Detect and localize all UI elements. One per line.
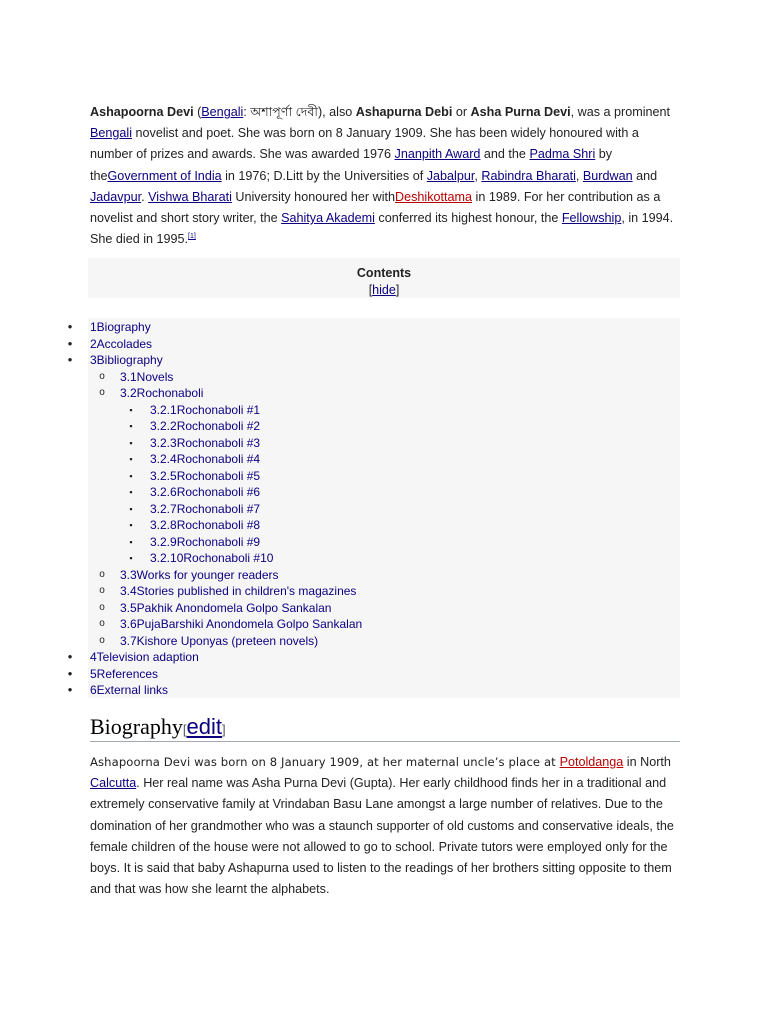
text: ), also (317, 105, 356, 119)
subject-name: Ashapoorna Devi (90, 105, 194, 119)
link-jabalpur[interactable]: Jabalpur (426, 168, 475, 183)
text: and (632, 168, 658, 183)
toc-toggle (88, 281, 680, 299)
toc-bullet-icon (126, 451, 136, 469)
bracket: ] (395, 283, 400, 297)
link-jnanpith-award[interactable]: Jnanpith Award (394, 147, 481, 162)
link-padma-shri[interactable]: Padma Shri (529, 147, 596, 162)
toc-bullet-icon (126, 468, 136, 486)
text: . Her real name was Asha Purna Devi (Gupta). Her early childhood finds her in a traditional and extremely conservative family at Vrindaban Basu Lane amongst a large number of relatives. Due to the domination of her grandmother who was a staunch supporter of old customs and conservative ideals, the female children of the house were not allowed to go to school. Private tutors were employed only for the boys. It is said that baby Ashapurna used to listen to the readings of her brothers sitting opposite to them and that was how she learnt the alphabets. (90, 776, 674, 897)
bracket: [ (182, 722, 187, 737)
alt-name-1: Ashapurna Debi (355, 105, 453, 119)
alt-name-2: Asha Purna Devi (470, 105, 571, 119)
toc-item[interactable]: 2Accolades (90, 336, 153, 351)
toc-item[interactable]: 3Bibliography (90, 353, 163, 367)
text: University honoured her with (231, 189, 396, 204)
text: , was a prominent (570, 105, 671, 119)
edit-link[interactable]: edit (186, 714, 222, 739)
text: by the (90, 147, 613, 183)
toc-bullet-icon (126, 517, 136, 535)
toc-bullet-icon (65, 682, 75, 701)
toc-bullet-icon (97, 633, 107, 650)
toc-item[interactable]: 4Television adaption (90, 650, 199, 664)
toc-bullet-icon (126, 534, 136, 552)
toc-item[interactable]: 3.2.3Rochonaboli #3 (150, 435, 261, 450)
reference-link[interactable]: [1] (188, 233, 196, 241)
toc-item[interactable]: 3.2.8Rochonaboli #8 (150, 518, 261, 532)
toc-item[interactable]: 6External links (90, 683, 169, 697)
heading-text: Biography (90, 714, 183, 739)
text: ( (193, 105, 202, 119)
link-rabindra-bharati[interactable]: Rabindra Bharati (481, 168, 576, 183)
toc-bullet-icon (97, 369, 107, 386)
toc-item[interactable]: 3.2.5Rochonaboli #5 (150, 468, 261, 483)
toc-bullet-icon (97, 567, 107, 584)
intro-paragraph (90, 102, 680, 250)
toc-item[interactable]: 3.2.4Rochonaboli #4 (150, 452, 261, 466)
toc-hide-link[interactable]: hide (372, 283, 396, 297)
edit-section (182, 714, 226, 739)
text: , (575, 168, 583, 183)
toc-item[interactable]: 3.2Rochonaboli (120, 386, 204, 400)
toc-item[interactable]: 3.7Kishore Uponyas (preteen novels) (120, 633, 319, 648)
link-government-of-india[interactable]: Government of India (107, 168, 222, 183)
section-heading-biography (90, 712, 680, 742)
text: conferred its highest honour, the (374, 211, 562, 226)
text: , in 1994. She died in 1995. (90, 211, 674, 247)
toc-item[interactable]: 3.6PujaBarshiki Anondomela Golpo Sankalan (120, 617, 363, 631)
link-vishwa-bharati[interactable]: Vishwa Bharati (148, 189, 232, 204)
bracket: [ (368, 283, 373, 297)
text: in 1976; D.Litt by the Universities of (221, 168, 427, 183)
toc-bullet-icon (126, 435, 136, 453)
text: in 1989. For her contribution as a novelist and short story writer, the (90, 189, 661, 226)
link-calcutta[interactable]: Calcutta (90, 776, 137, 791)
text: in North (623, 755, 671, 769)
toc-header (88, 258, 680, 298)
toc-item[interactable]: 3.2.1Rochonaboli #1 (150, 402, 261, 417)
toc-item[interactable]: 5References (90, 666, 159, 681)
toc-item[interactable]: 3.2.6Rochonaboli #6 (150, 485, 261, 499)
bengali-script-name: : অশাপূর্ণা দেবী (243, 105, 318, 119)
link-potoldanga[interactable]: Potoldanga (559, 755, 624, 769)
toc-list (88, 318, 680, 698)
toc-title: Contents (356, 266, 412, 280)
toc-item[interactable]: 3.2.9Rochonaboli #9 (150, 534, 261, 549)
link-bengali-language[interactable]: Bengali (201, 105, 244, 119)
toc-item[interactable]: 3.2.10Rochonaboli #10 (150, 551, 274, 565)
bracket: ] (222, 722, 226, 737)
toc-bullet-icon (126, 402, 136, 420)
toc-bullet-icon (126, 484, 136, 502)
text: novelist and poet. She was born on 8 January 1909. She has been widely honoured with a number of prizes and awards. She was awarded 1976 (90, 126, 639, 162)
toc-bullet-icon (65, 352, 75, 371)
toc-item[interactable]: 3.2.2Rochonaboli #2 (150, 419, 261, 433)
link-sahitya-akademi[interactable]: Sahitya Akademi (281, 211, 375, 226)
toc-bullet-icon (97, 600, 107, 617)
toc-item[interactable]: 1Biography (90, 320, 151, 334)
toc-bullet-icon (126, 550, 136, 568)
toc-item[interactable]: 3.2.7Rochonaboli #7 (150, 501, 261, 516)
text: and the (480, 147, 530, 162)
link-jadavpur[interactable]: Jadavpur (90, 189, 142, 204)
text: , (474, 168, 482, 183)
text: Ashapoorna Devi was born on 8 January 1909, at her maternal uncle’s place at (90, 755, 560, 769)
toc-item[interactable]: 3.3Works for younger readers (120, 567, 279, 582)
toc-item[interactable]: 3.1Novels (120, 369, 174, 384)
toc-item[interactable]: 3.4Stories published in children's magazines (120, 584, 357, 598)
toc-bullet-icon (126, 418, 136, 436)
link-bengali[interactable]: Bengali (90, 126, 133, 141)
toc-bullet-icon (97, 583, 107, 600)
toc-bullet-icon (126, 501, 136, 519)
link-fellowship[interactable]: Fellowship (561, 211, 622, 226)
link-deshikottama[interactable]: Deshikottama (395, 189, 473, 204)
text: . (141, 189, 149, 204)
toc-bullet-icon (97, 385, 107, 402)
link-burdwan[interactable]: Burdwan (582, 168, 633, 183)
toc-item[interactable]: 3.5Pakhik Anondomela Golpo Sankalan (120, 600, 332, 615)
toc-bullet-icon (97, 616, 107, 633)
biography-paragraph (90, 752, 680, 900)
text: or (452, 105, 471, 119)
